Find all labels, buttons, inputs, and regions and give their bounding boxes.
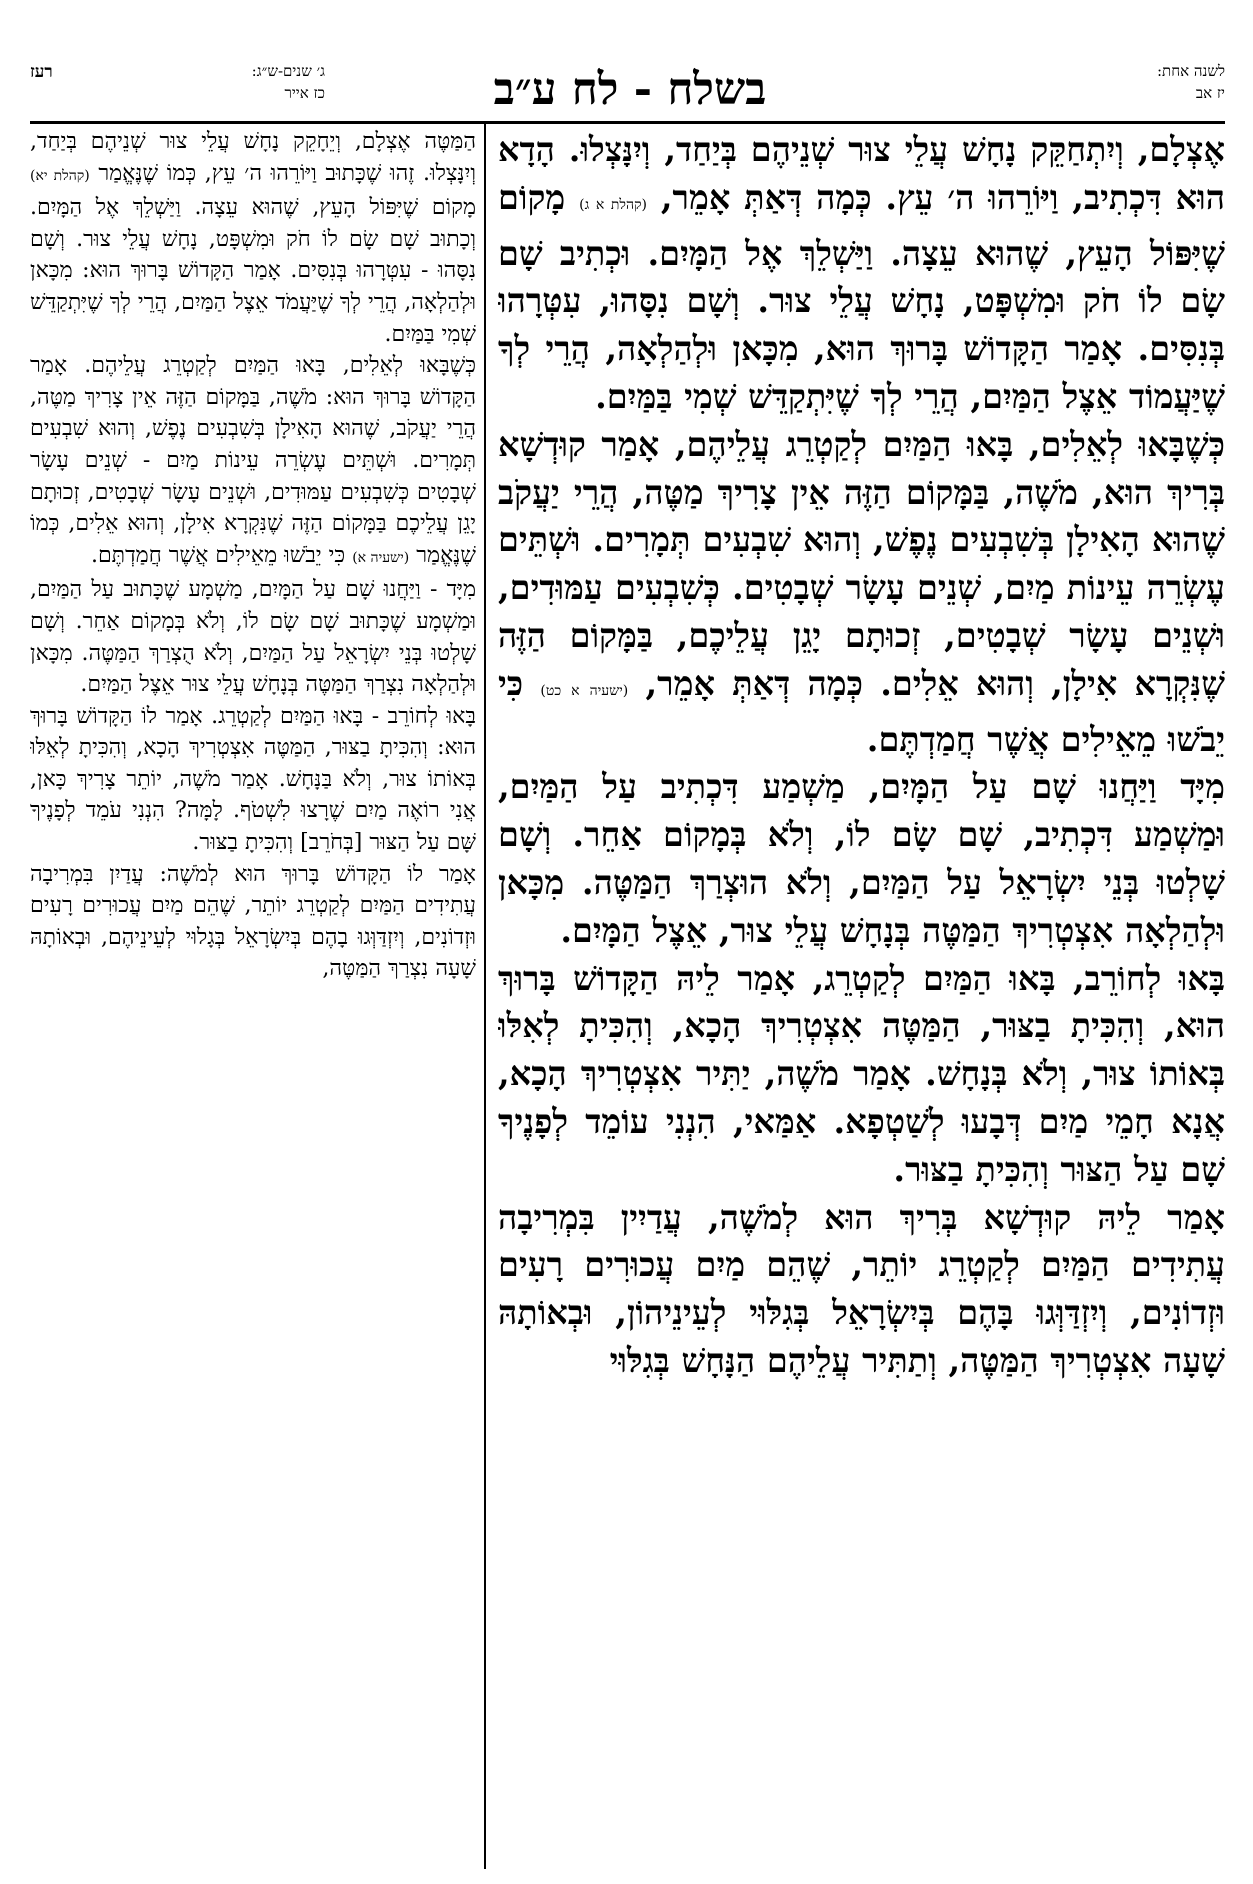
header-three-year-date: כז אייר: [284, 84, 325, 102]
translation-paragraph: מִיָּד - וַיַּחֲנוּ שָׁם עַל הַמָּיִם, מַשְׁמָע שֶׁכָּתוּב עַל הַמַּיִם, וּמַשְׁמָע שֶׁכָּתוּב שָׁם שָׂם לוֹ, וְלֹא בְּמָקוֹם אַחֵר. וְשָׁם שָׁלְטוּ בְּנֵי יִשְׂרָאֵל עַל הַמַּיִם, וְלֹא הֻצְרַךְ הַמַּטֶּה. מִכָּאן וּלְהַלְאָה נִצְרַךְ הַמַּטֶּה בְּנָחָשׁ עֲלֵי צוּר אֵצֶל הַמַּיִם.: [30, 577, 476, 698]
source-reference: (ישעיה א כט): [540, 682, 629, 699]
page-title: בשלח - לח ע״ב: [493, 64, 767, 115]
header-three-year-label: ג׳ שנים-ש״ג:: [251, 62, 325, 80]
header-yearly-label: לשנה אחת:: [1157, 62, 1225, 80]
main-paragraph: [498, 126, 1225, 421]
header-three-year-schedule: [105, 60, 325, 120]
translation-paragraph: [30, 126, 476, 350]
header-yearly-date: יז אב: [1195, 84, 1225, 102]
main-text-column: [498, 126, 1225, 1870]
translation-text-span: מָקוֹם שֶׁיִּפּוֹל הָעֵץ, שֶׁהוּא עֵצָה. וַיַּשְׁלֵךְ אֶל הַמָּיִם. וְכָתוּב שָׁם שָׂם לוֹ חֹק וּמִשְׁפָּט, נָחָשׁ עֲלֵי צוּר. וְשָׁם נִסָּהוּ - עִטְּרָהוּ בְּנִסִּים. אָמַר הַקָּדוֹשׁ בָּרוּךְ הוּא: מִכָּאן וּלְהַלְאָה, הֲרֵי לְךָ שֶׁיַּעֲמֹד אֵצֶל הַמַּיִם, הֲרֵי לְךָ שֶׁיִּתְקַדֵּשׁ שְׁמִי בַּמַּיִם.: [30, 195, 476, 347]
main-paragraph: בָּאוּ לְחוֹרֵב, בָּאוּ הַמַּיִם לְקַטְרֵג, אָמַר לֵיהּ הַקָּדוֹשׁ בָּרוּךְ הוּא, וְהִכִּיתָ בַצּוּר, הַמַּטֶּה אִצְטְרִיךְ הָכָא, וְהִכִּיתָ לְאִלּוּ בְּאוֹתוֹ צוּר, וְלֹא בְּנָחָשׁ. אָמַר מֹשֶׁה, יַתִּיר אִצְטְרִיךְ הָכָא, אֲנָא חָמֵי מַיִם דְּבָעוּ לְשַׁטְפָא. אַמַּאי, הִנְנִי עוֹמֵד לְפָנֶיךָ שָׁם עַל הַצּוּר וְהִכִּיתָ בַצּוּר.: [498, 958, 1225, 1189]
main-text-span: אֶצְלָם, וְיִתְחַקֵּק נָחָשׁ עֲלֵי צוּר שְׁנֵיהֶם בְּיַחַד, וְיִנָּצְלוּ. הָדָא הוּא דִּכְתִיב, וַיּוֹרֵהוּ ה׳ עֵץ. כְּמָה דְּאַתְּ אָמֵר,: [498, 130, 1225, 217]
main-text-span: כִּי יֵבֹשׁוּ מֵאֵילִים אֲשֶׁר חֲמַדְתֶּם.: [498, 663, 1225, 759]
main-paragraph: מִיָּד וַיַּחֲנוּ שָׁם עַל הַמָּיִם, מַשְׁמַע דִּכְתִיב עַל הַמַּיִם, וּמַשְׁמַע דִּכְתִיב, שָׁם שָׂם לוֹ, וְלֹא בְּמָקוֹם אַחֵר. וְשָׁם שָׁלְטוּ בְּנֵי יִשְׂרָאֵל עַל הַמַּיִם, וְלֹא הוּצְרַךְ הַמַּטֶּה. מִכָּאן וּלְהַלְאָה אִצְטְרִיךְ הַמַּטֶּה בְּנָחָשׁ עֲלֵי צוּר, אֵצֶל הַמָּיִם.: [498, 767, 1225, 950]
source-reference: (ישעיה א): [352, 549, 410, 566]
header-yearly-schedule: [1005, 60, 1225, 120]
translation-paragraph: [30, 350, 476, 574]
main-paragraph: [498, 421, 1225, 764]
translation-text-span: כִּי יֵבֹשׁוּ מֵאֵילִים אֲשֶׁר חֲמַדְתֶּם.: [90, 542, 346, 568]
translation-paragraph: אָמַר לוֹ הַקָּדוֹשׁ בָּרוּךְ הוּא לְמֹשֶׁה: עֲדַיִן בִּמְרִיבָה עֲתִידִים הַמַּיִם לְקַטְרֵג יוֹתֵר, שֶׁהֵם מַיִם עֲכוּרִים רָעִים וּזְדוֹנִים, וְיִזְדַּוְּגוּ בָהֶם בְּיִשְׂרָאֵל בְּגָלוּי לְעֵינֵיהֶם, וּבְאוֹתָהּ שָׁעָה נִצְרַךְ הַמַּטֶּה,: [30, 861, 476, 982]
source-reference: (קהלת יא): [30, 167, 90, 184]
column-divider: [484, 124, 486, 1869]
header-divider: [30, 121, 1225, 124]
main-text-span: כְּשֶׁבָּאוּ לְאֵלִים, בָּאוּ הַמַּיִם לְקַטְרֵג עֲלֵיהֶם, אָמַר קוּדְשָׁא בְּרִיךְ הוּא, מֹשֶׁה, בַּמָּקוֹם הַזֶּה אֵין צָרִיךְ מַטֶּה, הֲרֵי יַעֲקֹב שֶׁהוּא הָאִילָן בְּשִׁבְעִים נֶפֶשׁ, וְהוּא שִׁבְעִים תְּמָרִים. וּשְׁתֵּים עֶשְׂרֵה עֵינוֹת מַיִם, שְׁנֵים עָשָׂר שְׁבָטִים. כְּשִׁבְעִים עַמּוּדִים, וּשְׁנֵים עָשָׂר שְׁבָטִים, זְכוּתָם יָגֵן עֲלֵיכֶם, בַּמָּקוֹם הַזֶּה שֶׁנִּקְרָא אִילָן, וְהוּא אֵלִים. כְּמָה דְּאַתְּ אָמֵר,: [498, 424, 1225, 703]
translation-column: [30, 126, 476, 1870]
translation-text-span: הַמַּטֶּה אֶצְלָם, וְיֵחָקֵק נָחָשׁ עֲלֵי צוּר שְׁנֵיהֶם בְּיַחַד, וְיִנָּצְלוּ. זֶהוּ שֶׁכָּתוּב וַיּוֹרֵהוּ ה׳ עֵץ, כְּמוֹ שֶׁנֶּאֱמַר: [30, 129, 476, 186]
main-text-span: מָקוֹם שֶׁיִּפּוֹל הָעֵץ, שֶׁהוּא עֵצָה. וַיַּשְׁלֵךְ אֶל הַמָּיִם. וּכְתִיב שָׁם שָׂם לוֹ חֹק וּמִשְׁפָּט, נָחָשׁ עֲלֵי צוּר. וְשָׁם נִסָּהוּ, עִטְּרָהוּ בְּנִסִּים. אָמַר הַקָּדוֹשׁ בָּרוּךְ הוּא, מִכָּאן וּלְהַלְאָה, הֲרֵי לְךָ שֶׁיַּעֲמוֹד אֵצֶל הַמַּיִם, הֲרֵי לְךָ שֶׁיִּתְקַדֵּשׁ שְׁמִי בַּמַּיִם.: [498, 177, 1225, 416]
translation-paragraph: בָּאוּ לְחוֹרֵב - בָּאוּ הַמַּיִם לְקַטְרֵג. אָמַר לוֹ הַקָּדוֹשׁ בָּרוּךְ הוּא: וְהִכִּיתָ בַצּוּר, הַמַּטֶּה אִצְטְרִיךְ הָכָא, וְהִכִּיתָ לְאֵלּוּ בְּאוֹתוֹ צוּר, וְלֹא בַּנָּחָשׁ. אָמַר מֹשֶׁה, יוֹתֵר צָרִיךְ כָּאן, אֲנִי רוֹאֶה מַיִם שֶׁרָצוּ לִשְׁטֹף. לָמָּה? הִנְנִי עֹמֵד לְפָנֶיךָ שָּׁם עַל הַצּוּר [בְּחֹרֵב] וְהִכִּיתָ בַצּוּר.: [30, 703, 476, 856]
source-reference: (קהלת א ג): [579, 196, 647, 213]
translation-text-span: כְּשֶׁבָּאוּ לְאֵלִים, בָּאוּ הַמַּיִם לְקַטְרֵג עֲלֵיהֶם. אָמַר הַקָּדוֹשׁ בָּרוּךְ הוּא: מֹשֶׁה, בַּמָּקוֹם הַזֶּה אֵין צָרִיךְ מַטֶּה, הֲרֵי יַעֲקֹב, שֶׁהוּא הָאִילָן בְּשִׁבְעִים נֶפֶשׁ, וְהוּא שִׁבְעִים תְּמָרִים. וּשְׁתֵּים עֶשְׂרֵה עֵינוֹת מַיִם - שְׁנֵים עָשָׂר שְׁבָטִים כְּשִׁבְעִים עַמּוּדִים, וּשְׁנֵים עָשָׂר שְׁבָטִים, זְכוּתָם יָגֵן עֲלֵיכֶם בַּמָּקוֹם הַזֶּה שֶׁנִּקְרָא אִילָן, וְהוּא אֵלִים, כְּמוֹ שֶׁנֶּאֱמַר: [30, 353, 476, 568]
page-number: רעז: [30, 62, 53, 82]
main-paragraph: אָמַר לֵיהּ קוּדְשָׁא בְּרִיךְ הוּא לְמֹשֶׁה, עֲדַיִין בִּמְרִיבָה עֲתִידִים הַמַּיִם לְקַטְרֵג יוֹתֵר, שֶׁהֵם מַיִם עֲכוּרִים רָעִים וּזְדוֹנִים, וְיִזְדַּוְּגוּ בָּהֶם בְּיִשְׂרָאֵל בְּגִלּוּי לְעֵינֵיהוֹן, וּבְאוֹתָהּ שָׁעָה אִצְטְרִיךְ הַמַּטֶּה, וְתַתִּיר עֲלֵיהֶם הַנָּחָשׁ בְּגִלּוּי: [498, 1197, 1225, 1380]
